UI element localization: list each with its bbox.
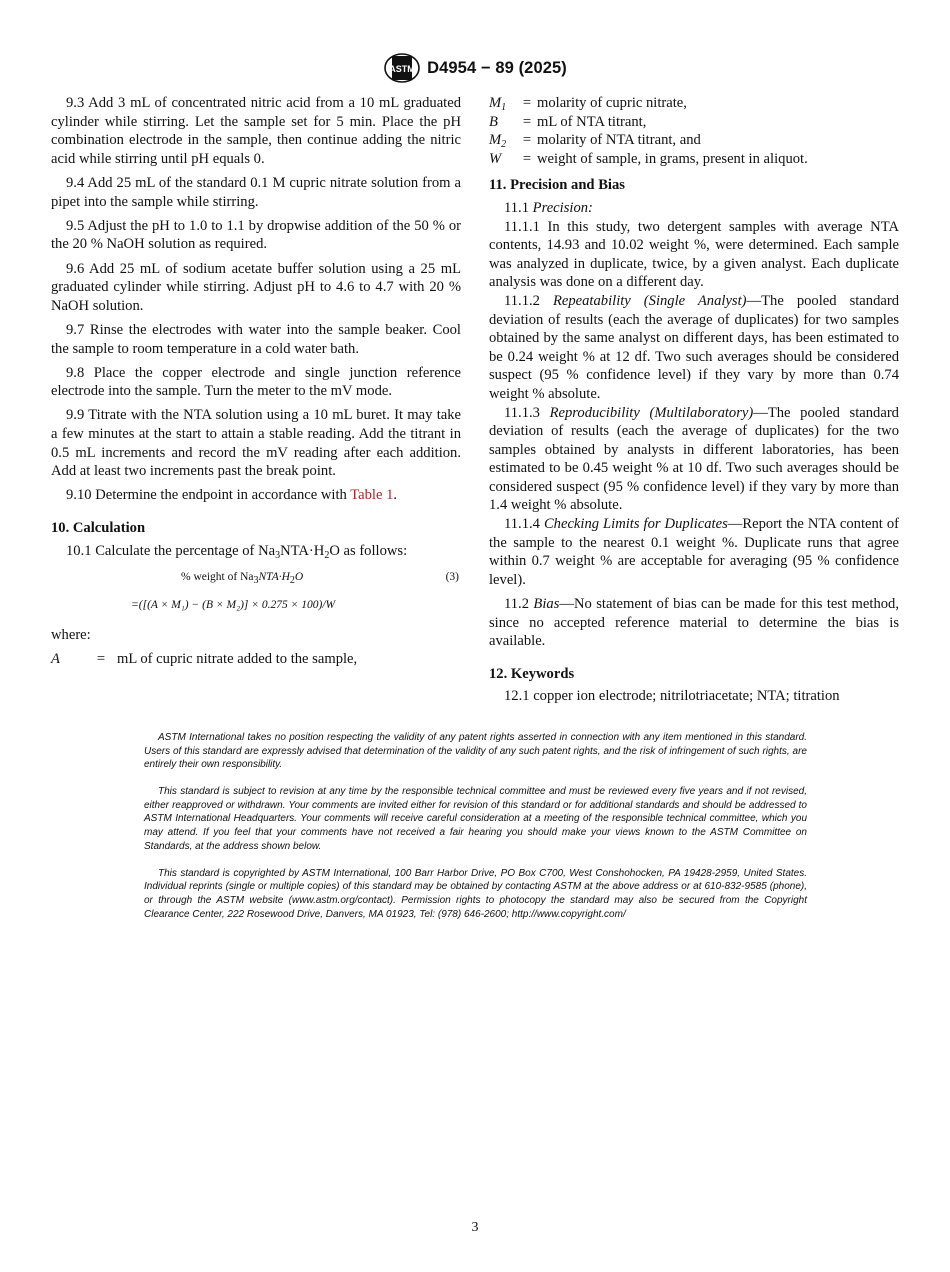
para-11-1-3: 11.1.3 Reproducibility (Multilaboratory)—The pooled standard deviation of results (each the average of duplicates) for the two samples obtained by analysts in different laboratories, has been estimated to be 0.45 weight % at 10 df. Two such averages should be considered suspect (95 % confidence level) if they vary by more than 1.4 weight % absolute.: [489, 404, 899, 514]
right-column: [489, 94, 899, 712]
legal-notices: [144, 731, 807, 935]
para-12-1: 12.1 copper ion electrode; nitrilotriacetate; NTA; titration: [504, 688, 840, 705]
para-9-3: 9.3 Add 3 mL of concentrated nitric acid from a 10 mL graduated cylinder while stirring. Let the sample set for 5 min. Place the pH combination electrode in the sample, then continue adding the nitric acid while stirring until pH equals 0.: [51, 95, 461, 167]
page-number: 3: [471, 1220, 479, 1235]
equation-rhs: =([(A × M₁) − (B × M₂)] × 0.275 × 100)/W: [131, 598, 336, 611]
equation-3: [51, 566, 461, 616]
para-9-8: 9.8 Place the copper electrode and single junction reference electrode into the sample. Turn the meter to the mV mode.: [51, 364, 461, 400]
svg-text:ASTM: ASTM: [389, 64, 415, 74]
para-11-1-4: 11.1.4 Checking Limits for Duplicates—Report the NTA content of the sample to the nearest 0.1 weight %. Duplicate runs that agree within 0.7 weight % are acceptable for averaging (95 % confidence level).: [489, 516, 899, 588]
where-label: where:: [51, 626, 91, 643]
para-10-1: 10.1 Calculate the percentage of $Na_3NTA\cdot H_2O$ as follows:: [66, 542, 408, 561]
definition-W: W = weight of sample, in grams, present in aliquot.: [489, 150, 808, 167]
para-9-4: 9.4 Add 25 mL of the standard 0.1 M cupric nitrate solution from a pipet into the sample while stirring.: [51, 174, 461, 210]
para-9-7: 9.7 Rinse the electrodes with water into the sample beaker. Cool the sample to room temperature in a cold water bath.: [51, 321, 461, 357]
equation-number: (3): [445, 570, 459, 583]
page-header: [0, 50, 950, 86]
section-11-heading: 11. Precision and Bias: [489, 177, 625, 194]
equation-lhs: % weight of $Na_3NTA\cdot H_2O$: [181, 570, 304, 586]
definition-B: B = mL of NTA titrant,: [489, 113, 647, 130]
definition-M2: $M_2$ = molarity of NTA titrant, and: [489, 132, 701, 151]
para-9-6: 9.6 Add 25 mL of sodium acetate buffer solution using a 25 mL graduated cylinder while stirring. Adjust pH to 4.6 to 4.7 with 20 % NaOH solution.: [51, 260, 461, 314]
patent-notice: ASTM International takes no position respecting the validity of any patent rights asserted in connection with any item mentioned in this standard. Users of this standard are expressly advised that determination of the validity of any such patent rights, and the risk of infringement of such rights, are entirely their own responsibility.: [144, 732, 807, 771]
section-12-heading: 12. Keywords: [489, 665, 575, 682]
definition-list: [489, 94, 899, 168]
astm-logo-icon: [383, 52, 421, 84]
definition-A: A = mL of cupric nitrate added to the sample,: [51, 651, 358, 667]
revision-notice: This standard is subject to revision at any time by the responsible technical committee and must be reviewed every five years and if not revised, either reapproved or withdrawn. Your comments are invited either for revision of this standard or for additional standards and should be addressed to ASTM International Headquarters. Your comments will receive careful consideration at a meeting of the responsible technical committee, which you may attend. If you feel that your comments have not received a fair hearing you should make your views known to the ASTM Committee on Standards, at the address shown below.: [144, 786, 807, 852]
table-1-link[interactable]: Table 1: [350, 487, 394, 504]
para-11-2: 11.2 Bias—No statement of bias can be made for this test method, since no accepted reference material to determine the bias is available.: [489, 596, 899, 650]
copyright-notice: This standard is copyrighted by ASTM International, 100 Barr Harbor Drive, PO Box C700, West Conshohocken, PA 19428-2959, United States. Individual reprints (single or multiple copies) of this standard may be obtained by contacting ASTM at the above address or at 610-832-9585 (phone), or through the ASTM website (www.astm.org/contact). Permission rights to photocopy the standard may also be secured from the Copyright Clearance Center, 222 Rosewood Drive, Danvers, MA 01923, Tel: (978) 646-2600; http://www.copyright.com/: [144, 867, 807, 920]
para-9-9: 9.9 Titrate with the NTA solution using a 10 mL buret. It may take a few minutes at the start to attain a stable reading. Add the titrant in 0.5 mL increments and record the mV reading after each addition. Add at least two increments past the break point.: [51, 407, 461, 480]
para-9-5: 9.5 Adjust the pH to 1.0 to 1.1 by dropwise addition of the 50 % or the 20 % NaOH solution as required.: [51, 217, 461, 253]
para-11-1-1: 11.1.1 In this study, two detergent samples with average NTA contents, 14.93 and 10.02 weight %, were determined. Each sample was analyzed in duplicate, twice, by a given analyst. Each duplicate analysis was done on a different day.: [489, 218, 899, 291]
para-9-10: 9.10 Determine the endpoint in accordance with Table 1.: [66, 487, 398, 504]
para-11-1: 11.1 Precision:: [504, 199, 593, 216]
section-10-heading: 10. Calculation: [51, 520, 146, 537]
document-id: D4954 − 89 (2025): [427, 58, 567, 77]
para-11-1-2: 11.1.2 Repeatability (Single Analyst)—The pooled standard deviation of results (each the average of duplicates) for two samples obtained by the same analyst on different days, has been estimated to be 0.24 weight % at 12 df. Two such averages should be considered suspect (95 % confidence level) if they vary by more than 0.74 weight % absolute.: [489, 292, 900, 402]
definition-M1: $M_1$ = molarity of cupric nitrate,: [489, 95, 687, 113]
left-column: [51, 94, 461, 669]
